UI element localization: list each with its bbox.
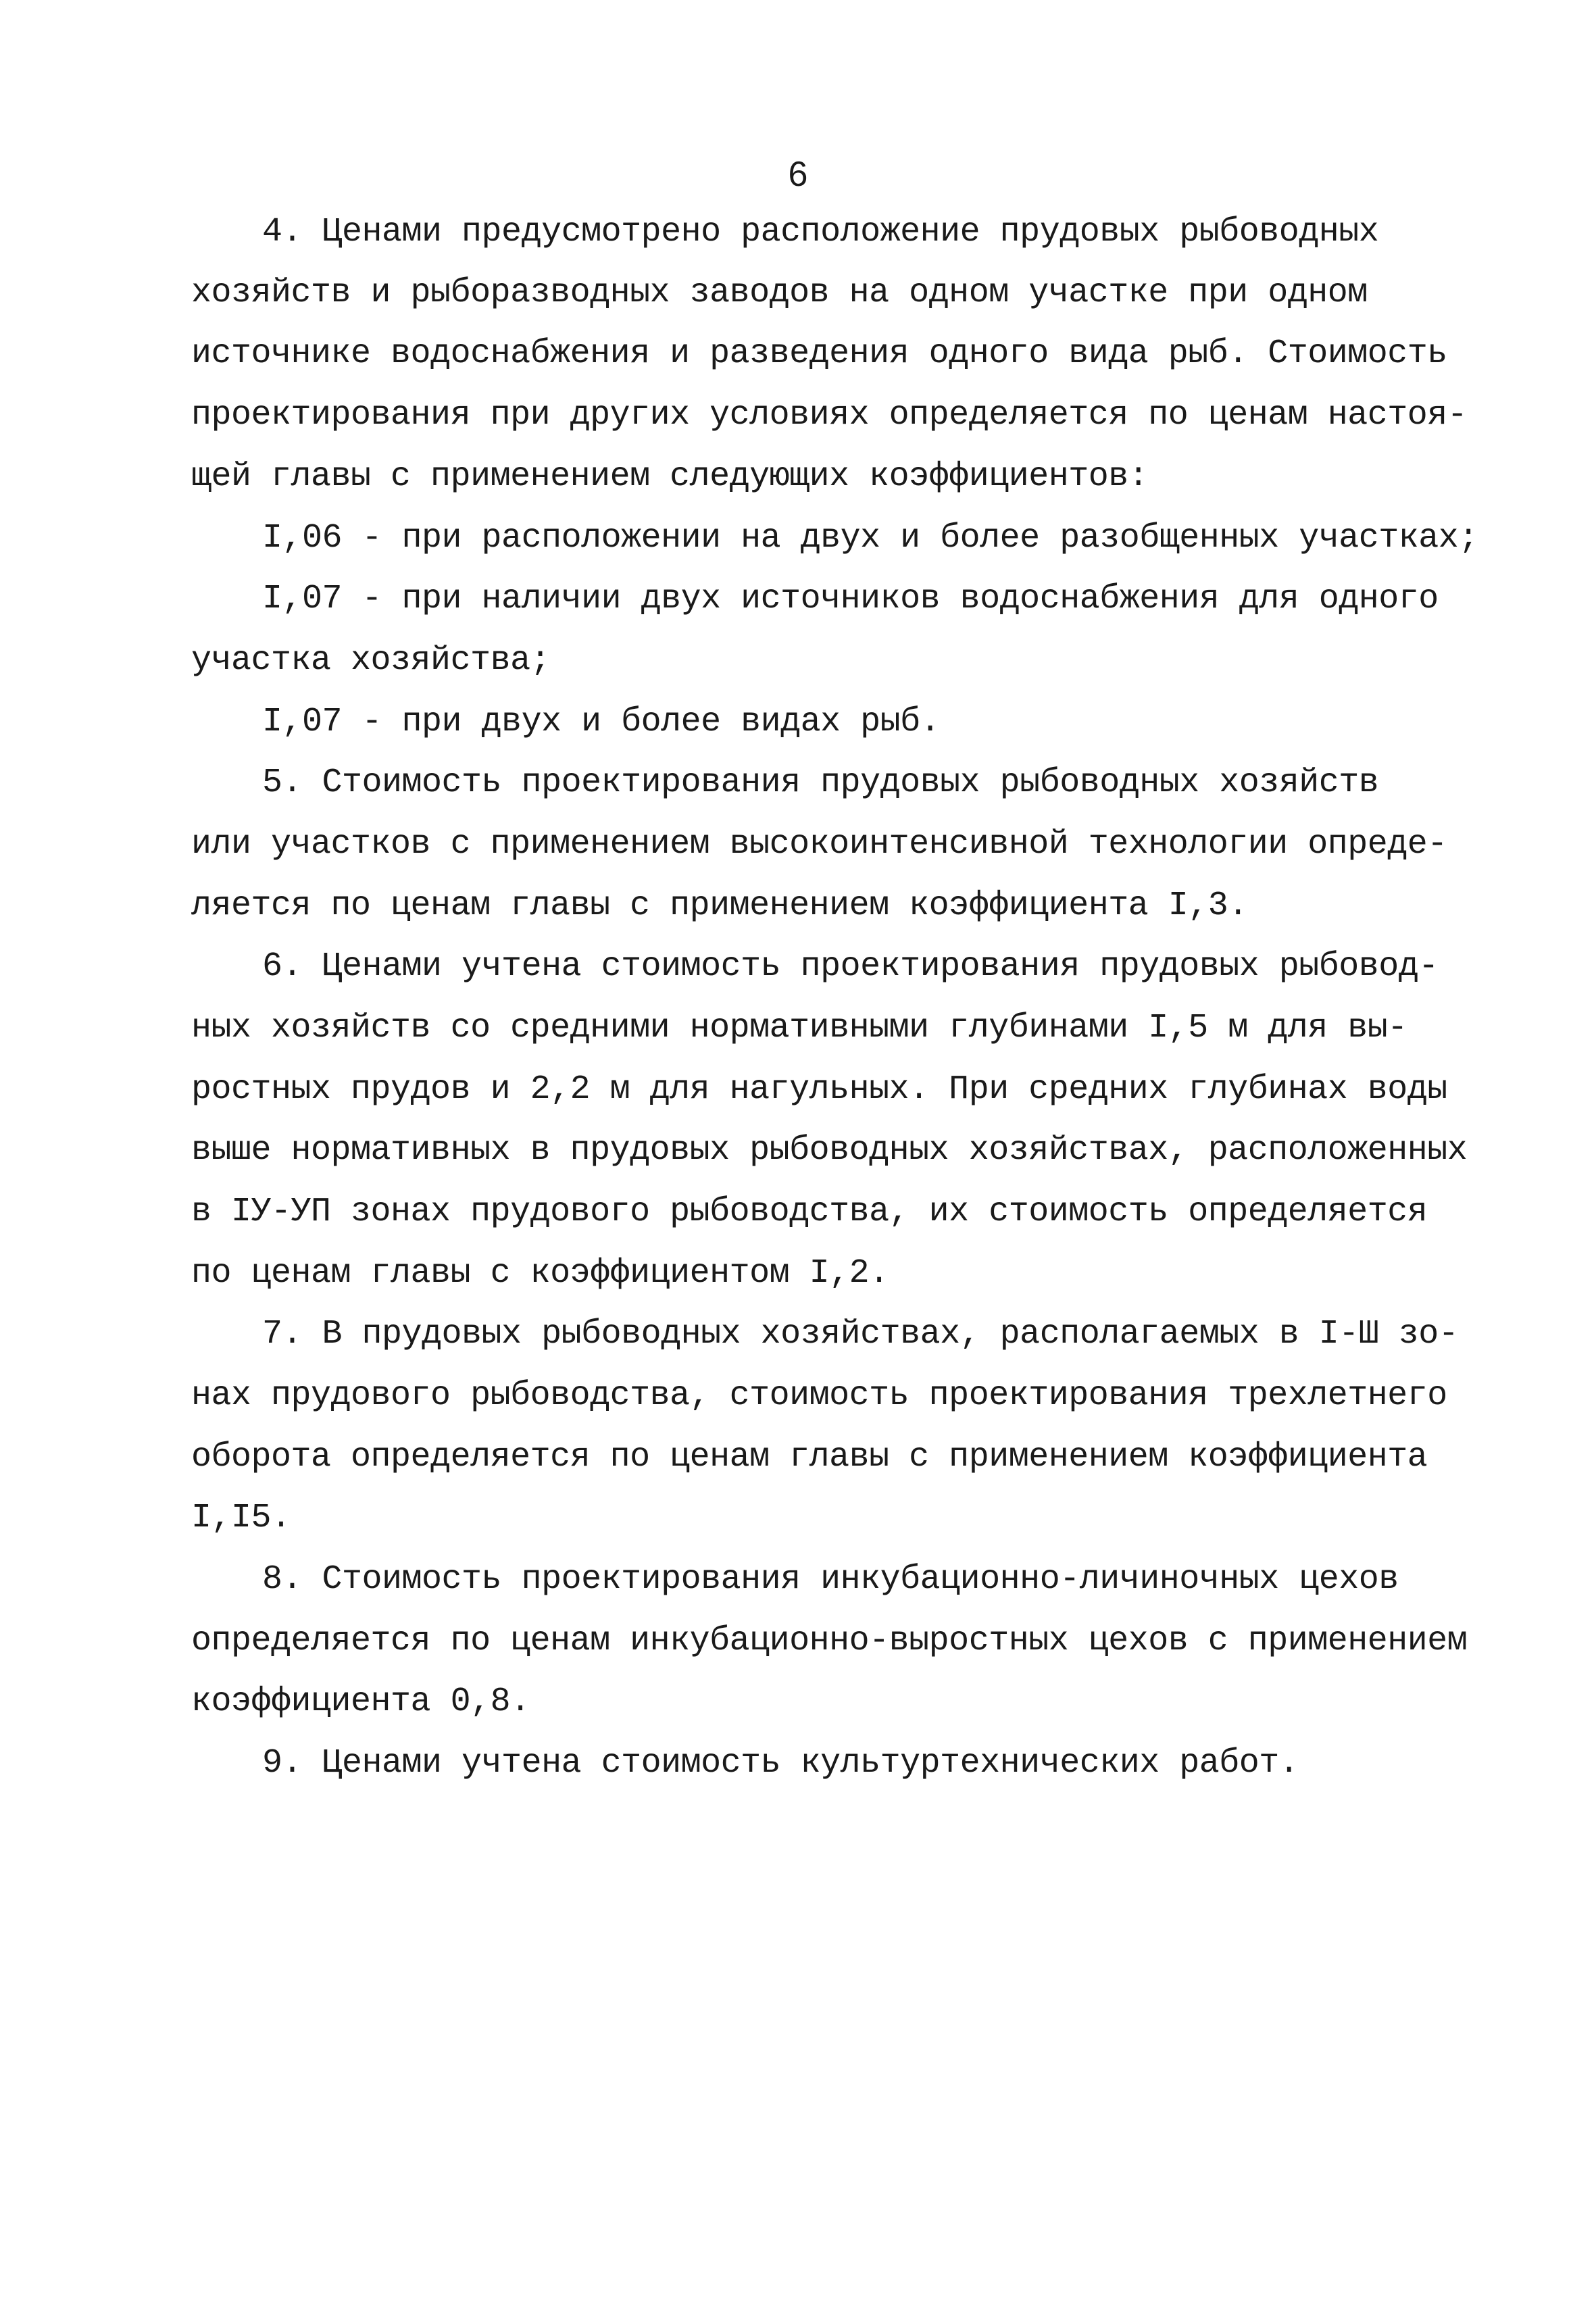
text-line: проектирования при других условиях определяется по ценам настоя- [191, 396, 1468, 434]
text-line: нах прудового рыбоводства, стоимость проектирования трехлетнего [191, 1376, 1447, 1415]
text-line: I,06 - при расположении на двух и более разобщенных участках; [262, 519, 1478, 557]
text-line: выше нормативных в прудовых рыбоводных хозяйствах, расположенных [191, 1131, 1468, 1170]
text-line: 9. Ценами учтена стоимость культуртехнических работ. [262, 1744, 1299, 1783]
text-line: ростных прудов и 2,2 м для нагульных. При средних глубинах воды [191, 1070, 1447, 1109]
text-line: источнике водоснабжения и разведения одного вида рыб. Стоимость [191, 334, 1447, 373]
text-line: оборота определяется по ценам главы с применением коэффициента [191, 1438, 1428, 1476]
text-line: 4. Ценами предусмотрено расположение прудовых рыбоводных [262, 213, 1379, 251]
text-line: ляется по ценам главы с применением коэффициента I,3. [191, 887, 1248, 925]
text-line: 5. Стоимость проектирования прудовых рыбоводных хозяйств [262, 764, 1379, 802]
text-line: I,07 - при наличии двух источников водоснабжения для одного [262, 580, 1439, 618]
text-line: в IУ-УП зонах прудового рыбоводства, их стоимость определяется [191, 1193, 1428, 1231]
text-line: I,I5. [191, 1499, 291, 1537]
page-number: 6 [788, 155, 808, 194]
text-line: 6. Ценами учтена стоимость проектирования прудовых рыбовод- [262, 947, 1439, 986]
text-line: определяется по ценам инкубационно-выростных цехов с применением [191, 1622, 1468, 1660]
text-line: ных хозяйств со средними нормативными глубинами I,5 м для вы- [191, 1009, 1407, 1047]
text-line: по ценам главы с коэффициентом I,2. [191, 1254, 889, 1293]
text-line: коэффициента 0,8. [191, 1683, 530, 1721]
text-line: 8. Стоимость проектирования инкубационно-личиночных цехов [262, 1560, 1399, 1599]
text-line: 7. В прудовых рыбоводных хозяйствах, располагаемых в I-Ш зо- [262, 1315, 1459, 1353]
text-line: щей главы с применением следующих коэффициентов: [191, 457, 1149, 496]
text-line: I,07 - при двух и более видах рыб. [262, 703, 941, 741]
text-line: участка хозяйства; [191, 641, 551, 680]
text-line: хозяйств и рыборазводных заводов на одном участке при одном [191, 274, 1368, 312]
text-line: или участков с применением высокоинтенсивной технологии опреде- [191, 825, 1447, 864]
